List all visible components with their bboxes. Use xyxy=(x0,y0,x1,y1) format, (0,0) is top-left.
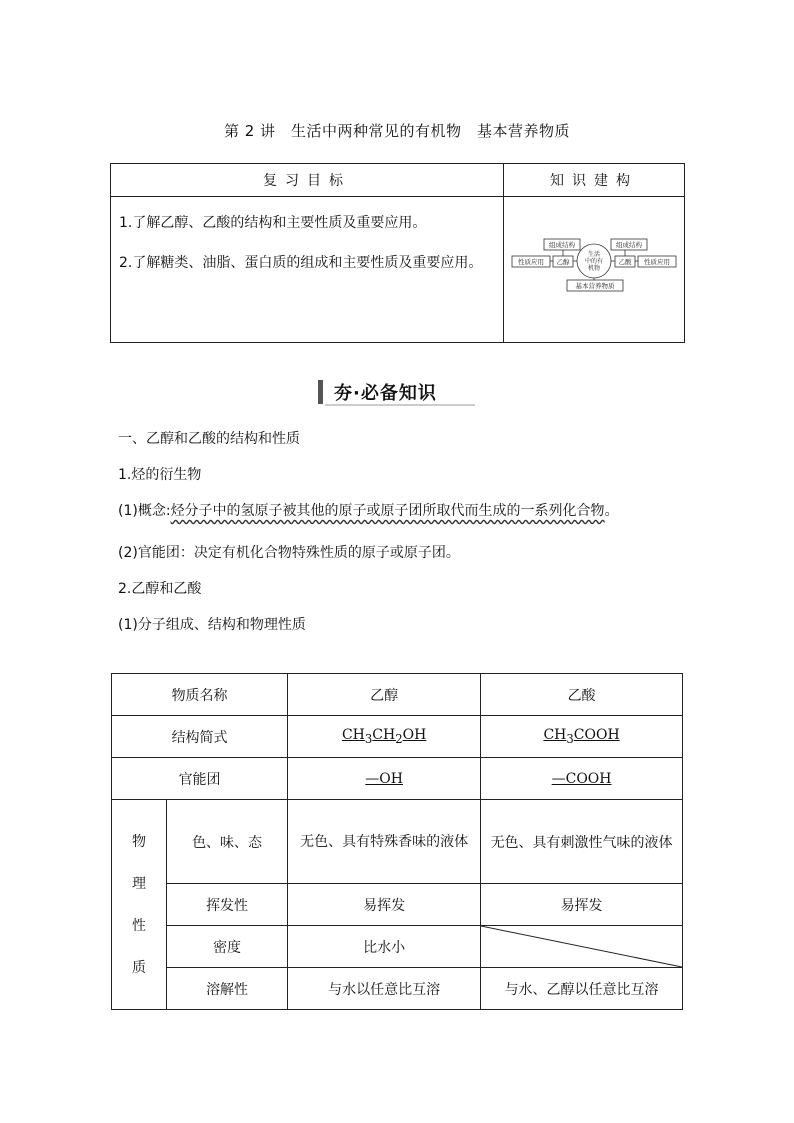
ethanol-formula: $CH_3CH_2OH$ xyxy=(288,716,481,758)
sub-heading-properties: (1)分子组成、结构和物理性质 xyxy=(118,617,306,633)
diagonal-line xyxy=(481,926,682,967)
concept-paragraph: (1)概念:烃分子中的氢原子被其他的原子或原子团所取代而生成的一系列化合物。 xyxy=(118,503,619,519)
diagram-center-2: 中的有 xyxy=(584,257,604,265)
group-label: 官能团 xyxy=(112,758,288,800)
col-header-name: 物质名称 xyxy=(112,674,288,716)
properties-table xyxy=(111,673,683,1010)
review-table xyxy=(110,163,685,343)
ethanol-group: —OH xyxy=(288,758,481,800)
section-title: 夯·必备知识 xyxy=(334,383,437,404)
knowledge-structure-header: 知识建构 xyxy=(504,164,685,197)
diagram-right-structure: 组成结构 xyxy=(616,240,642,249)
knowledge-diagram-cell xyxy=(504,197,685,343)
section-bar xyxy=(318,380,323,404)
knowledge-diagram xyxy=(509,233,679,303)
ethanol-volatility: 易挥发 xyxy=(288,884,481,926)
diagram-right-application: 性质应用 xyxy=(644,257,670,266)
functional-group-paragraph: (2)官能团：决定有机化合物特殊性质的原子或原子团。 xyxy=(118,545,460,561)
diagram-center-3: 机物 xyxy=(587,264,601,272)
physical-properties-label: 物 理 性 质 xyxy=(112,800,167,1010)
formula-label: 结构简式 xyxy=(112,716,288,758)
concept-emphasis: 烃分子中的氢原子被其他的原子或原子团所取代而生成的一系列化合物 xyxy=(170,503,605,519)
diagram-left-structure: 组成结构 xyxy=(549,240,575,249)
acetic-formula: $CH_3COOH$ xyxy=(481,716,683,758)
col-header-ethanol: 乙醇 xyxy=(288,674,481,716)
ethanol-solubility: 与水以任意比互溶 xyxy=(288,968,481,1010)
acetic-group: —COOH xyxy=(481,758,683,800)
acetic-appearance: 无色、具有刺激性气味的液体 xyxy=(481,800,683,884)
appearance-label: 色、味、态 xyxy=(167,800,288,884)
heading-derivatives: 1.烃的衍生物 xyxy=(118,467,202,483)
document-title: 第 2 讲 生活中两种常见的有机物 基本营养物质 xyxy=(223,122,571,140)
heading-ethanol-acetic: 一、乙醇和乙酸的结构和性质 xyxy=(118,431,300,447)
diagram-center-1: 生活 xyxy=(587,250,601,258)
density-label: 密度 xyxy=(167,926,288,968)
review-goals-header: 复习目标 xyxy=(111,164,504,197)
acetic-volatility: 易挥发 xyxy=(481,884,683,926)
diagram-acetic-acid: 乙酸 xyxy=(618,257,632,266)
diagram-left-application: 性质应用 xyxy=(518,257,544,266)
goal-1: 1.了解乙醇、乙酸的结构和主要性质及重要应用。 xyxy=(119,215,427,231)
diagram-ethanol: 乙醇 xyxy=(556,257,570,266)
ethanol-density: 比水小 xyxy=(288,926,481,968)
section-banner xyxy=(318,378,476,406)
col-header-acetic: 乙酸 xyxy=(481,674,683,716)
ethanol-appearance: 无色、具有特殊香味的液体 xyxy=(288,800,481,884)
acetic-density-empty xyxy=(481,926,683,968)
acetic-solubility: 与水、乙醇以任意比互溶 xyxy=(481,968,683,1010)
solubility-label: 溶解性 xyxy=(167,968,288,1010)
volatility-label: 挥发性 xyxy=(167,884,288,926)
review-goals-content xyxy=(111,197,504,343)
heading-ethanol-acetic-acid: 2.乙醇和乙酸 xyxy=(118,581,202,597)
goal-2: 2.了解糖类、油脂、蛋白质的组成和主要性质及重要应用。 xyxy=(119,255,483,271)
diagram-nutrients: 基本营养物质 xyxy=(575,281,615,290)
